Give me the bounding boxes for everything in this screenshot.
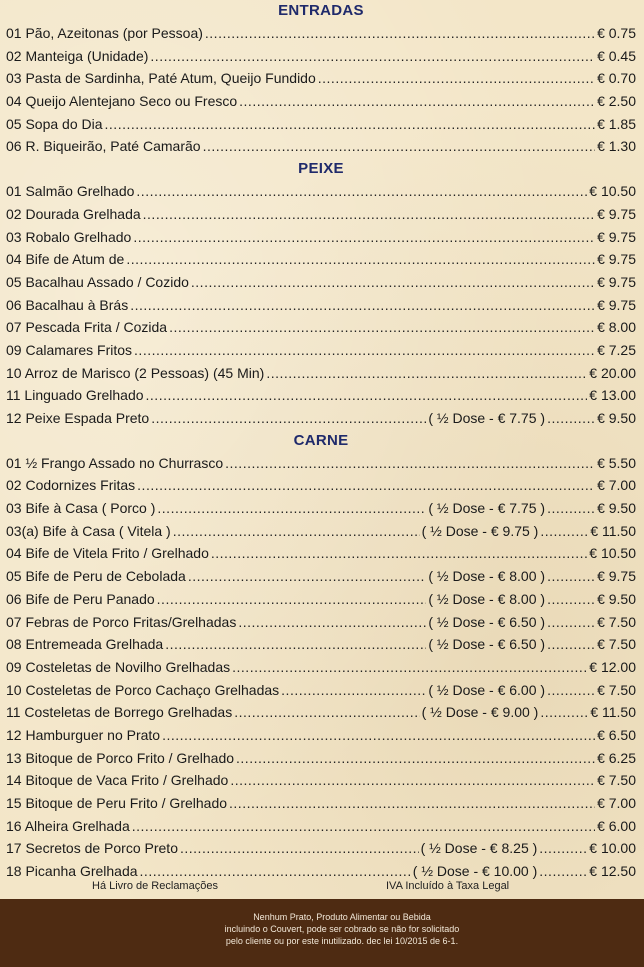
dot-leader [547, 565, 595, 588]
dot-leader [126, 248, 595, 271]
section-title: CARNE [293, 431, 349, 449]
menu-item [6, 679, 636, 702]
dot-leader [281, 679, 426, 702]
menu-item [6, 384, 636, 407]
menu-item [6, 45, 636, 68]
dot-leader [169, 316, 595, 339]
item-price: € 6.25 [597, 749, 636, 766]
dot-leader [133, 226, 595, 249]
item-name: 02 Manteiga (Unidade) [6, 47, 149, 64]
menu-item [6, 837, 636, 860]
menu-item [6, 407, 636, 430]
menu-item [6, 565, 636, 588]
half-dose-price: ( ½ Dose - € 10.00 ) [412, 863, 538, 880]
item-price: € 7.00 [597, 795, 636, 811]
menu-item [6, 248, 636, 271]
menu-item [6, 339, 636, 362]
item-name: 10 Arroz de Marisco (2 Pessoas) (45 Min) [6, 364, 265, 381]
item-price: € 7.50 [597, 681, 636, 698]
menu-item [6, 588, 636, 611]
dot-leader [130, 294, 595, 317]
dot-leader [146, 384, 588, 407]
dot-leader [134, 339, 595, 362]
dot-leader [547, 679, 595, 702]
dot-leader [180, 837, 419, 860]
dot-leader [191, 271, 595, 294]
half-dose-price: ( ½ Dose - € 8.00 ) [428, 568, 546, 585]
item-name: 07 Febras de Porco Fritas/Grelhadas [6, 613, 237, 630]
menu-item [6, 362, 636, 385]
item-name: 01 Salmão Grelhado [6, 183, 135, 200]
dot-leader [188, 565, 427, 588]
menu-item [6, 815, 636, 838]
menu-item [6, 633, 636, 656]
dot-leader [173, 520, 420, 543]
item-price: € 9.50 [597, 500, 636, 517]
dot-leader [136, 180, 587, 203]
item-price: € 0.45 [597, 47, 636, 64]
menu-item [6, 316, 636, 339]
menu-item [6, 520, 636, 543]
menu-section-carne [6, 430, 636, 883]
dot-leader [143, 203, 595, 226]
menu-item [6, 769, 636, 792]
dot-leader [238, 611, 426, 634]
menu-item [6, 135, 636, 158]
item-price: € 5.50 [597, 454, 636, 471]
dot-leader [236, 747, 595, 770]
dot-leader [547, 407, 595, 430]
item-name: 08 Entremeada Grelhada [6, 636, 164, 653]
item-price: € 7.00 [597, 477, 636, 494]
item-price: € 12.00 [589, 658, 636, 675]
half-dose-price: ( ½ Dose - € 9.75 ) [421, 522, 539, 539]
item-price: € 0.75 [597, 25, 636, 41]
menu-item [6, 294, 636, 317]
item-name: 05 Sopa do Dia [6, 115, 103, 132]
menu-item [6, 542, 636, 565]
item-name: 04 Bife de Atum de [6, 251, 125, 268]
menu-item [6, 656, 636, 679]
menu-item [6, 792, 636, 815]
dot-leader [105, 113, 596, 136]
dot-leader [151, 407, 426, 430]
dot-leader [225, 452, 595, 475]
item-name: 17 Secretos de Porco Preto [6, 840, 178, 857]
item-price: € 9.75 [597, 273, 636, 290]
item-name: 09 Costeletas de Novilho Grelhadas [6, 658, 231, 675]
half-dose-price: ( ½ Dose - € 8.25 ) [420, 840, 538, 857]
half-dose-price: ( ½ Dose - € 9.00 ) [421, 704, 539, 721]
dot-leader [539, 837, 587, 860]
legal-notice-line: pelo cliente ou por este inutilizado. dec lei 10/2015 de 6-1. [225, 936, 459, 946]
dot-leader [230, 769, 595, 792]
item-price: € 9.75 [597, 251, 636, 268]
item-name: 06 R. Biqueirão, Paté Camarão [6, 138, 201, 155]
item-name: 06 Bacalhau à Brás [6, 296, 129, 313]
item-price: € 9.75 [597, 205, 636, 222]
menu [6, 0, 636, 883]
dot-leader [203, 135, 596, 158]
item-name: 14 Bitoque de Vaca Frito / Grelhado [6, 772, 229, 789]
dot-leader [137, 474, 595, 497]
menu-item [6, 747, 636, 770]
item-name: 13 Bitoque de Porco Frito / Grelhado [6, 749, 235, 766]
dot-leader [266, 362, 587, 385]
item-name: 04 Queijo Alentejano Seco ou Fresco [6, 93, 238, 110]
item-price: € 20.00 [589, 364, 636, 381]
item-name: 03 Pasta de Sardinha, Paté Atum, Queijo Fundido [6, 70, 316, 87]
dot-leader [547, 633, 595, 656]
item-price: € 10.50 [589, 545, 636, 562]
menu-item [6, 226, 636, 249]
item-name: 04 Bife de Vitela Frito / Grelhado [6, 545, 209, 562]
item-name: 12 Hamburguer no Prato [6, 726, 161, 743]
item-price: € 6.00 [597, 817, 636, 834]
item-price: € 9.50 [597, 590, 636, 607]
menu-item [6, 474, 636, 497]
dot-leader [162, 724, 595, 747]
item-name: 01 Pão, Azeitonas (por Pessoa) [6, 25, 203, 41]
item-price: € 11.50 [590, 704, 636, 721]
item-price: € 7.25 [597, 341, 636, 358]
item-price: € 0.70 [597, 70, 636, 87]
half-dose-price: ( ½ Dose - € 6.50 ) [428, 636, 546, 653]
item-price: € 8.00 [597, 319, 636, 336]
item-price: € 1.30 [597, 138, 636, 155]
item-name: 06 Bife de Peru Panado [6, 590, 155, 607]
half-dose-price: ( ½ Dose - € 6.50 ) [428, 613, 546, 630]
dot-leader [150, 45, 595, 68]
menu-item [6, 611, 636, 634]
dot-leader [547, 588, 595, 611]
half-dose-price: ( ½ Dose - € 6.00 ) [428, 681, 546, 698]
section-title: PEIXE [298, 160, 344, 178]
item-price: € 9.50 [597, 410, 636, 426]
menu-item [6, 497, 636, 520]
item-price: € 10.00 [589, 840, 636, 857]
item-price: € 10.50 [589, 183, 636, 200]
item-price: € 1.85 [597, 115, 636, 132]
item-name: 10 Costeletas de Porco Cachaço Grelhadas [6, 681, 280, 698]
dot-leader [540, 520, 588, 543]
item-name: 09 Calamares Fritos [6, 341, 133, 358]
item-price: € 7.50 [597, 772, 636, 789]
dot-leader [540, 701, 588, 724]
item-price: € 9.75 [597, 228, 636, 245]
section-title: ENTRADAS [278, 2, 364, 19]
item-name: 18 Picanha Grelhada [6, 863, 138, 880]
item-price: € 2.50 [597, 93, 636, 110]
item-price: € 7.50 [597, 613, 636, 630]
half-dose-price: ( ½ Dose - € 7.75 ) [428, 410, 546, 426]
dot-leader [547, 497, 595, 520]
vat-note: IVA Incluído à Taxa Legal [386, 880, 510, 892]
footer-notes [0, 878, 644, 896]
half-dose-price: ( ½ Dose - € 7.75 ) [428, 500, 546, 517]
dot-leader [239, 90, 595, 113]
half-dose-price: ( ½ Dose - € 8.00 ) [428, 590, 546, 607]
dot-leader [547, 611, 595, 634]
dot-leader [232, 656, 587, 679]
item-name: 03 Bife à Casa ( Porco ) [6, 500, 156, 517]
menu-item [6, 701, 636, 724]
menu-item [6, 90, 636, 113]
item-name: 16 Alheira Grelhada [6, 817, 130, 834]
menu-section-entradas [6, 0, 636, 158]
dot-leader [318, 67, 595, 90]
item-name: 02 Codornizes Fritas [6, 477, 136, 494]
menu-section-peixe [6, 158, 636, 430]
dot-leader [229, 792, 595, 815]
menu-item [6, 724, 636, 747]
legal-notice-line: incluindo o Couvert, pode ser cobrado se não for solicitado [224, 924, 460, 934]
item-name: 12 Peixe Espada Preto [6, 410, 150, 426]
item-name: 15 Bitoque de Peru Frito / Grelhado [6, 795, 228, 811]
item-name: 03 Robalo Grelhado [6, 228, 132, 245]
menu-item [6, 203, 636, 226]
item-price: € 9.75 [597, 296, 636, 313]
item-name: 02 Dourada Grelhada [6, 205, 141, 222]
menu-item [6, 271, 636, 294]
item-price: € 13.00 [589, 387, 636, 404]
legal-notice-band [0, 899, 644, 967]
item-name: 01 ½ Frango Assado no Churrasco [6, 454, 224, 471]
item-name: 11 Linguado Grelhado [6, 387, 144, 404]
dot-leader [132, 815, 595, 838]
item-price: € 12.50 [589, 863, 636, 880]
item-price: € 7.50 [597, 636, 636, 653]
dot-leader [157, 588, 427, 611]
menu-item [6, 180, 636, 203]
dot-leader [211, 542, 587, 565]
complaints-book-note: Há Livro de Reclamações [92, 880, 218, 892]
dot-leader [157, 497, 426, 520]
item-name: 05 Bife de Peru de Cebolada [6, 568, 186, 585]
dot-leader [205, 22, 595, 45]
menu-item [6, 67, 636, 90]
item-name: 11 Costeletas de Borrego Grelhadas [6, 704, 233, 721]
item-price: € 11.50 [590, 522, 636, 539]
legal-notice-line: Nenhum Prato, Produto Alimentar ou Bebida [253, 912, 431, 922]
item-name: 03(a) Bife à Casa ( Vitela ) [6, 522, 171, 539]
item-name: 05 Bacalhau Assado / Cozido [6, 273, 189, 290]
dot-leader [234, 701, 419, 724]
item-name: 07 Pescada Frita / Cozida [6, 319, 168, 336]
menu-item [6, 22, 636, 45]
item-price: € 6.50 [597, 726, 636, 743]
dot-leader [165, 633, 426, 656]
item-price: € 9.75 [597, 568, 636, 585]
menu-item [6, 113, 636, 136]
menu-item [6, 452, 636, 475]
